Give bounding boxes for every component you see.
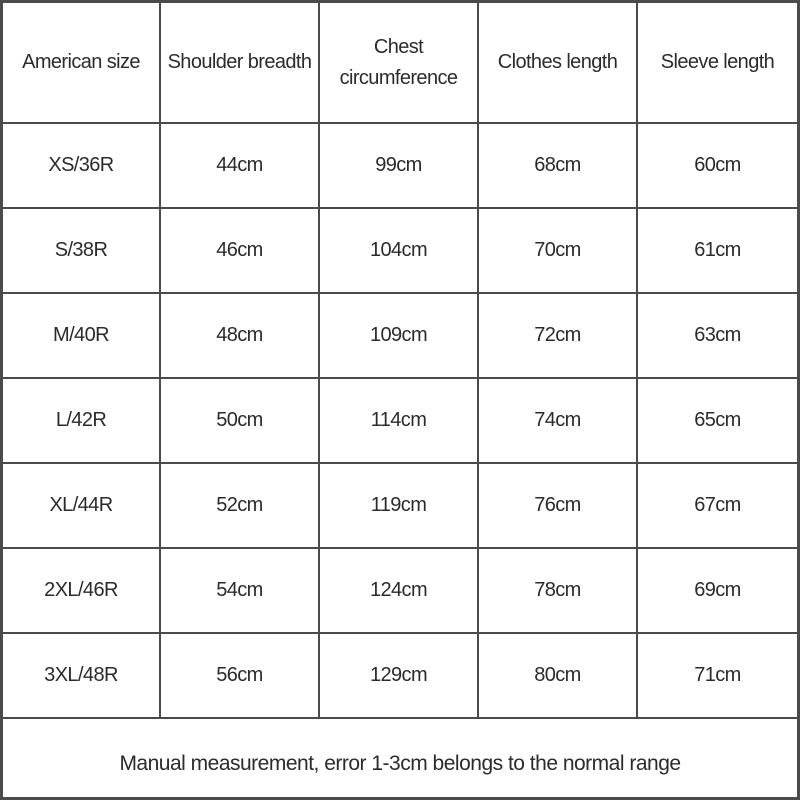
- cell-sleeve: 71cm: [638, 634, 797, 719]
- cell-size: M/40R: [3, 294, 161, 379]
- header-shoulder-breadth: Shoulder breadth: [161, 3, 320, 124]
- cell-size: 3XL/48R: [3, 634, 161, 719]
- cell-size: XL/44R: [3, 464, 161, 549]
- cell-shoulder: 48cm: [161, 294, 320, 379]
- cell-sleeve: 63cm: [638, 294, 797, 379]
- cell-sleeve: 65cm: [638, 379, 797, 464]
- cell-chest: 109cm: [320, 294, 479, 379]
- cell-shoulder: 46cm: [161, 209, 320, 294]
- cell-chest: 119cm: [320, 464, 479, 549]
- cell-chest: 99cm: [320, 124, 479, 209]
- cell-size: L/42R: [3, 379, 161, 464]
- cell-length: 74cm: [479, 379, 638, 464]
- cell-sleeve: 60cm: [638, 124, 797, 209]
- cell-length: 76cm: [479, 464, 638, 549]
- cell-length: 70cm: [479, 209, 638, 294]
- header-chest-circumference: [320, 3, 479, 124]
- cell-size: XS/36R: [3, 124, 161, 209]
- cell-size: S/38R: [3, 209, 161, 294]
- size-table: [3, 3, 797, 719]
- cell-chest: 124cm: [320, 549, 479, 634]
- cell-length: 68cm: [479, 124, 638, 209]
- cell-shoulder: 52cm: [161, 464, 320, 549]
- cell-length: 72cm: [479, 294, 638, 379]
- cell-chest: 129cm: [320, 634, 479, 719]
- header-chest-label: Chest circumference: [339, 35, 458, 89]
- header-american-size: American size: [3, 3, 161, 124]
- cell-shoulder: 56cm: [161, 634, 320, 719]
- header-clothes-length: Clothes length: [479, 3, 638, 124]
- measurement-note: Manual measurement, error 1-3cm belongs to the normal range: [119, 752, 681, 775]
- cell-length: 80cm: [479, 634, 638, 719]
- cell-sleeve: 61cm: [638, 209, 797, 294]
- cell-length: 78cm: [479, 549, 638, 634]
- cell-shoulder: 54cm: [161, 549, 320, 634]
- cell-chest: 114cm: [320, 379, 479, 464]
- header-sleeve-length: Sleeve length: [638, 3, 797, 124]
- cell-sleeve: 67cm: [638, 464, 797, 549]
- cell-shoulder: 44cm: [161, 124, 320, 209]
- cell-chest: 104cm: [320, 209, 479, 294]
- cell-size: 2XL/46R: [3, 549, 161, 634]
- cell-shoulder: 50cm: [161, 379, 320, 464]
- cell-sleeve: 69cm: [638, 549, 797, 634]
